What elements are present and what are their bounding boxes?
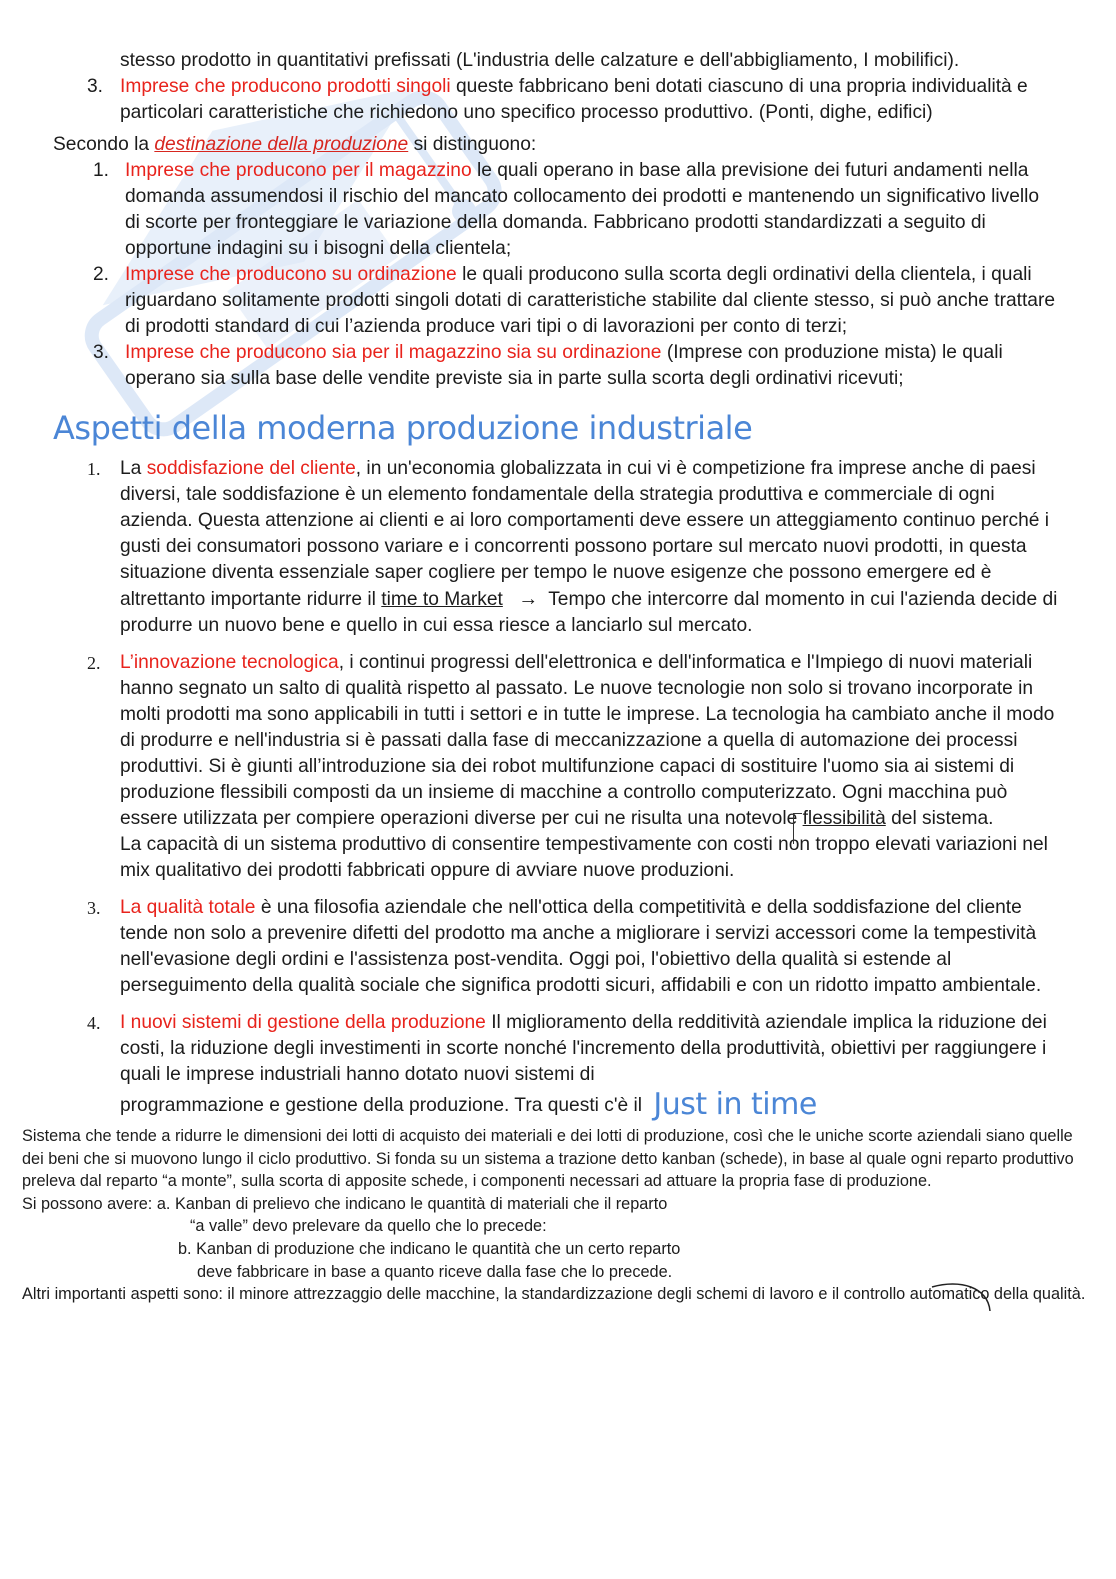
list-number: 1. — [93, 160, 110, 181]
item-text: le quali producono sulla scorta degli ordinativi della clientela, i quali riguardano solitamente prodotti singoli dotati di caratteristiche stabilite dal cliente stesso, si può anche trattare di prodotti standard di cui l’azienda produce vari tipi o di lavorazioni per conto di terzi; — [125, 264, 1056, 337]
term-highlight: La qualità totale — [120, 897, 256, 918]
kanban-line-b2: deve fabbricare in base a quanto riceve dalla fase che lo precede. — [197, 1262, 673, 1281]
list-item-innovazione — [0, 650, 1116, 884]
term-highlight: Imprese che producono prodotti singoli — [120, 76, 451, 97]
section-heading-aspetti: Aspetti della moderna produzione industriale — [53, 409, 753, 447]
list-item-continued — [0, 48, 1116, 74]
flessibilita-definition: La capacità di un sistema produttivo di consentire tempestivamente con costi non troppo elevati variazioni nel mix qualitativo dei prodotti fabbricati oppure di avviare nuove produzioni. — [120, 834, 1048, 881]
term-highlight: Imprese che producono sia per il magazzino sia su ordinazione — [125, 342, 662, 363]
bracket-icon — [793, 813, 802, 844]
item-text: , in un'economia globalizzata in cui vi è competizione fra imprese anche di paesi diversi, tale soddisfazione è un elemento fondamentale della strategia produttiva e commerciale di ogni azienda. Questa attenzione ai clienti e ai loro comportamenti deve essere un atteggiamento continuo perché i gusti dei consumatori possono variare e i concorrenti possono portare sul mercato nuovi prodotti, in questa situazione diventa essenziale saper cogliere per tempo le nuove esigenze che possono emergere ed è altrettanto importante ridurre il — [120, 458, 1050, 610]
intro-text-end: si distinguono: — [408, 134, 537, 155]
section-intro-destinazione — [0, 132, 1116, 158]
continued-text: stesso prodotto in quantitativi prefissati (L'industria delle calzature e dell'abbigliamento, I mobilifici). — [120, 50, 960, 71]
document-body — [0, 48, 1116, 1306]
list-number: 2. — [93, 264, 110, 285]
list-number: 3. — [93, 342, 110, 363]
list-item-qualita-totale — [0, 895, 1116, 999]
item-text: è una filosofia aziendale che nell'ottica della competitività e della soddisfazione del cliente tende non solo a prevenire difetti del prodotto ma anche a migliorare i servizi accessori come la tempestività nell'evasione degli ordini e l'assistenza post-vendita. Oggi poi, l'obiettivo della qualità si estende al perseguimento della qualità sociale che significa prodotti sicuri, affidabili e con un ridotto impatto ambientale. — [120, 897, 1042, 996]
term-destinazione: destinazione della produzione — [154, 134, 409, 155]
item-last-line — [120, 1087, 1066, 1122]
curved-arrow-icon — [930, 1281, 1000, 1321]
other-aspects: Altri importanti aspetti sono: il minore attrezzaggio delle macchine, la standardizzazione degli schemi di lavoro e il controllo automatico della qualità. — [22, 1285, 1086, 1304]
list-number: 4. — [87, 1013, 101, 1033]
list-item-gestione-produzione — [0, 1010, 1116, 1122]
flessibilita-annotation — [803, 808, 886, 829]
item-text: (Imprese con produzione mista) le quali operano sia sulla base delle vendite previste sia in parte sulla scorta degli ordinativi ricevuti; — [125, 342, 1003, 389]
item-text: , i continui progressi dell'elettronica e dell'informatica e l'Impiego di nuovi materiali hanno segnato un salto di qualità rispetto al passato. Le nuove tecnologie non solo si trovano incorporate in molti prodotti ma sono applicabili in tutti i settori e in tutte le imprese. La tecnologia ha cambiato anche il modo di produrre e nell'industria si è passati dalla fase di meccanizzazione a quella di automazione dei processi produttivi. Si è giunti all’introduzione sia dei robot multifunzione capaci di sostituire l'uomo sia ai sistemi di produzione flessibili composti da un insieme di macchine a controllo computerizzato. Ogni macchina può essere utilizzata per compiere operazioni diverse per cui ne risulta una notevole — [120, 652, 1055, 829]
item-text: queste fabbricano beni dotati ciascuno di una propria individualità e particolari caratteristiche che richiedono uno specifico processo produttivo. (Ponti, dighe, edifici) — [120, 76, 1028, 123]
last-line-text: programmazione e gestione della produzione. Tra questi c'è il — [120, 1095, 648, 1116]
item-text-after: del sistema. — [885, 808, 994, 829]
kanban-line-a1: Si possono avere: a. Kanban di prelievo che indicano le quantità di materiali che il reparto — [22, 1194, 668, 1213]
intro-text: Secondo la — [53, 134, 155, 155]
list-number: 1. — [87, 459, 101, 479]
term-just-in-time: Just in time — [653, 1087, 817, 1122]
item-text-after: Tempo che intercorre dal momento in cui l'azienda decide di produrre un nuovo bene e quello in cui essa riesce a lanciarlo sul mercato. — [120, 589, 1058, 636]
item-text: le quali operano in base alla previsione dei futuri andamenti nella domanda assumendosi il rischio del mancato collocamento dei prodotti e mantenendo un significativo livello di scorte per fronteggiare le variazione della domanda. Fabbricano prodotti standardizzati a seguito di opportune indagini su i bisogni della clientela; — [125, 160, 1040, 259]
term-flessibilita: flessibilità — [802, 808, 886, 829]
list-number: 2. — [87, 653, 101, 673]
term-highlight: L’innovazione tecnologica — [120, 652, 339, 673]
list-item-ordinazione — [0, 262, 1116, 340]
term-time-to-market: time to Market — [381, 589, 503, 610]
term-highlight: I nuovi sistemi di gestione della produzione — [120, 1012, 486, 1033]
list-number: 3. — [87, 898, 101, 918]
kanban-line-b1: b. Kanban di produzione che indicano le quantità che un certo reparto — [178, 1239, 681, 1258]
term-highlight: Imprese che producono su ordinazione — [125, 264, 457, 285]
kanban-line-a2: “a valle” devo prelevare da quello che lo precede: — [190, 1217, 547, 1236]
list-item-prodotti-singoli — [0, 74, 1116, 126]
jit-description: Sistema che tende a ridurre le dimensioni dei lotti di acquisto dei materiali e dei lotti di produzione, così che le uniche scorte aziendali siano quelle dei beni che si muovono lungo il ciclo produttivo. Si fonda su un sistema a trazione detto kanban (schede), in base al quale ogni reparto produttivo preleva dal reparto “a monte”, sulla scorta di apposite schede, i componenti necessari ad attuare la propria fase di produzione. — [22, 1127, 1074, 1191]
list-item-mista — [0, 340, 1116, 392]
list-number: 3. — [87, 76, 104, 97]
term-highlight: soddisfazione del cliente — [146, 458, 356, 479]
item-text-pre: La — [120, 458, 147, 479]
list-item-magazzino — [0, 158, 1116, 262]
term-highlight: Imprese che producono per il magazzino — [125, 160, 472, 181]
item-text: Il miglioramento della redditività aziendale implica la riduzione dei costi, la riduzione degli investimenti in scorte nonché l'incremento della produttività, obiettivi per raggiungere i quali le imprese industriali hanno dotato nuovi sistemi di — [120, 1012, 1047, 1085]
list-item-soddisfazione — [0, 456, 1116, 639]
arrow-right-icon: → — [518, 588, 539, 610]
